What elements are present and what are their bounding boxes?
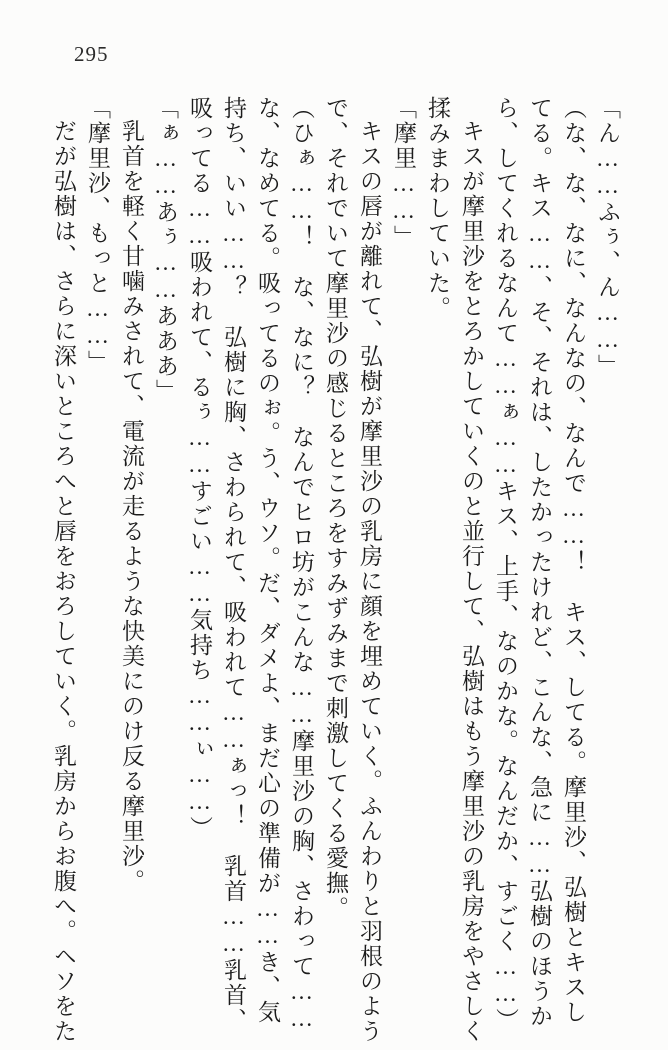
page-number: 295 [74,42,109,66]
paragraph-monologue: （ひぁ……！ な、なに？ なんでヒロ坊がこんな……摩里沙の胸、さわって……な、なめてる。吸ってるのぉ。う、ウソ。だ、ダメよ、まだ心の準備が……き、気持ち、いい……？ 弘樹に胸、さわられて、吸われて……ぁっ！ 乳首……乳首、吸ってる……吸われて、るぅ……すごい……気持ち……ぃ……） [187,96,314,1033]
text-body [42,96,624,1044]
paragraph-dialogue: 「摩里沙、もっと……」 [85,96,110,375]
paragraph-narration: 乳首を軽く甘噛みされて、電流が走るような快美にのけ反る摩里沙。 [119,119,144,894]
paragraph-narration: だが弘樹は、さらに深いところへと唇をおろしていく。乳房からお腹へ。ヘソをた [51,119,76,1044]
paragraph-dialogue: 「ぁ……あぅ……あああ」 [153,96,178,404]
paragraph-monologue: （な、な、なに、なんなの、なんで……！ キス、してる。摩里沙、弘樹とキスしてる。キス……、そ、それは、したかったけれど、こんな、急に……弘樹のほうから、してくれるなんて……ぁ……キス、上手、なのかな。なんだか、すごく……） [493,96,586,1033]
paragraph-narration: キスの唇が離れて、弘樹が摩里沙の乳房に顔を埋めていく。ふんわりと羽根のようで、それでいて摩里沙の感じるところをすみずみまで刺激してくる愛撫。 [323,96,382,1044]
paragraph-dialogue: 「ん……ふぅ、ん……」 [595,96,620,379]
paragraph-narration: キスが摩里沙をとろかしていくのと並行して、弘樹はもう摩里沙の乳房をやさしく揉みまわしていた。 [425,96,484,1044]
paragraph-dialogue: 「摩里……」 [391,96,416,250]
